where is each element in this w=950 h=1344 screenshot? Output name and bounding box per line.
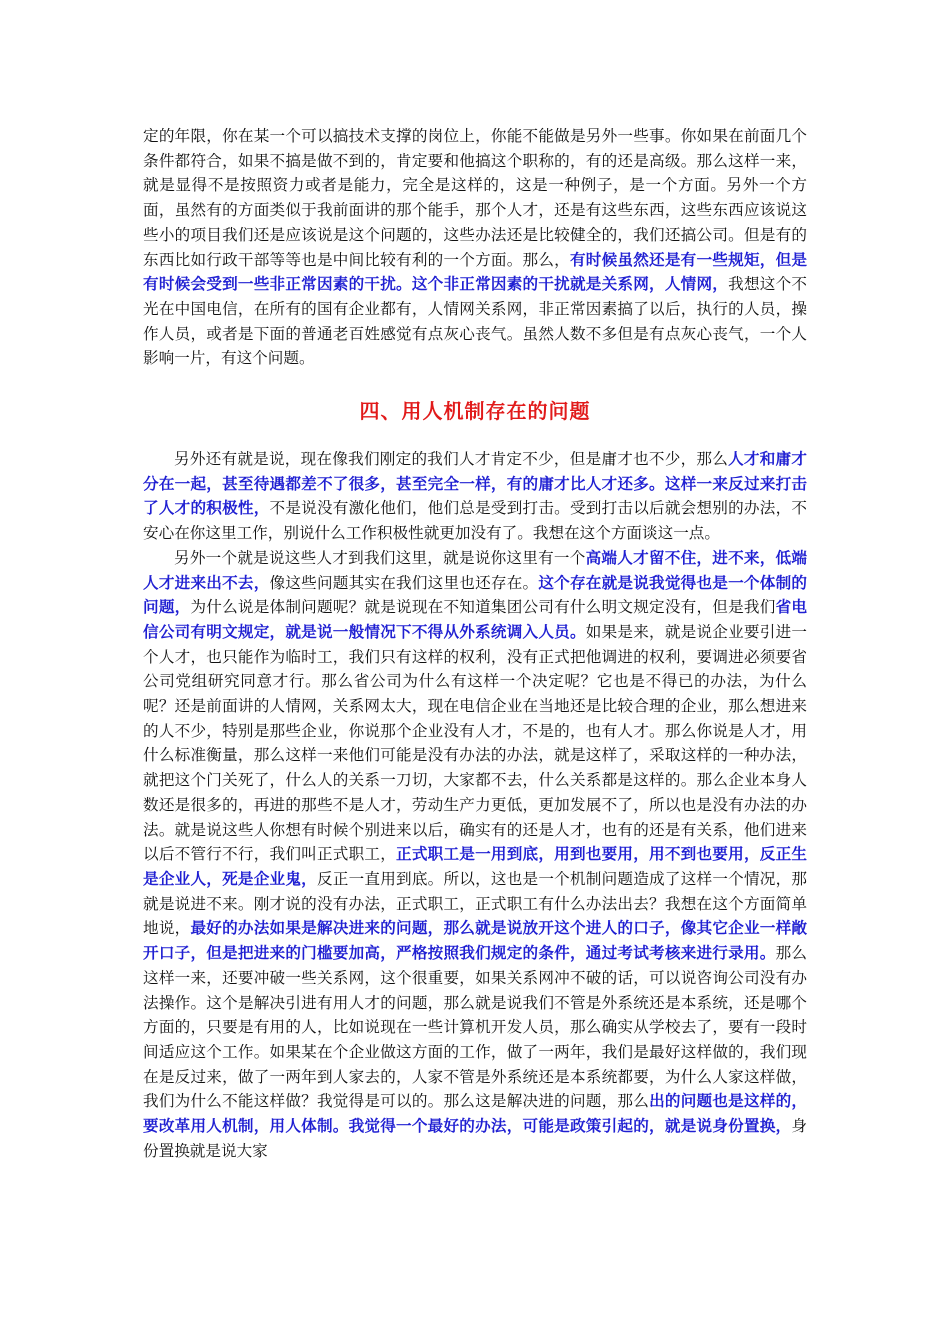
text-run: 另外一个就是说这些人才到我们这里，就是说你这里有一个 bbox=[174, 548, 586, 567]
section-heading: 四、用人机制存在的问题 bbox=[359, 399, 591, 424]
text-run: 为什么说是体制问题呢？就是说现在不知道集团公司有什么明文规定没有，但是我们 bbox=[190, 598, 776, 617]
paragraph-3 bbox=[143, 546, 807, 1164]
text-run: 身份置换就是说大家 bbox=[143, 1117, 807, 1160]
highlighted-text-run: 出的问题也是这样的，要改革用人机制，用人体制。我觉得一个最好的办法，可能是政策引起的，就是说身份置换， bbox=[143, 1091, 807, 1136]
text-run: 另外还有就是说，现在像我们刚定的我们人才肯定不少，但是庸才也不少，那么 bbox=[174, 450, 729, 469]
text-run: 定的年限，你在某一个可以搞技术支撑的岗位上，你能不能做是另外一些事。你如果在前面几个条件都符合，如果不搞是做不到的，肯定要和他搞这个职称的，有的还是高级。那么这样一来，就是显得不是按照资力或者是能力，完全是这样的，这是一种例子，是一个方面。另外一个方面，虽然有的方面类似于我前面讲的那个能手，那个人才，还是有这些东西，这些东西应该说这些小的项目我们还是应该说是这个问题的，这些办法还是比较健全的，我们还搞公司。但是有的东西比如行政干部等等也是中间比较有利的一个方面。那么， bbox=[143, 127, 807, 269]
text-run: 如果是来，就是说企业要引进一个人才，也只能作为临时工，我们只有这样的权利，没有正式把他调进的权利，要调进必须要省公司党组研究同意才行。那么省公司为什么有这样一个决定呢？它也是不得已的办法，为什么呢？还是前面讲的人情网，关系网太大，现在电信企业在当地还是比较合理的企业，那么想进来的人不少，特别是那些企业，你说那个企业没有人才，不是的，也有人才。那么你说是人才，用什么标准衡量，那么这样一来他们可能是没有办法的办法，就是这样了，采取这样的一种办法，就把这个门关死了，什么人的关系一刀切，大家都不去，什么关系都是这样的。那么企业本身人数还是很多的，再进的那些不是人才，劳动生产力更低，更加发展不了，所以也是没有办法的办法。就是说这些人你想有时候个别进来以后，确实有的还是人才，也有的还是有关系，他们进来以后不管行不行，我们叫正式职工， bbox=[143, 622, 807, 864]
highlighted-text-run: 正式职工是一用到底，用到也要用，用不到也要用，反正生是企业人，死是企业鬼， bbox=[143, 844, 807, 888]
text-run: 反正一直用到底。所以，这也是一个机制问题造成了这样一个情况，那就是说进不来。刚才说的没有办法，正式职工，正式职工有什么办法出去？我想在这个方面简单地说， bbox=[143, 869, 807, 938]
text-run: 我想这个不光在中国电信，在所有的国有企业都有，人情网关系网，非正常因素搞了以后，执行的人员，操作人员，或者是下面的普通老百姓感觉有点灰心丧气。虽然人数不多但是有点灰心丧气，一个人影响一片，有这个问题。 bbox=[143, 275, 807, 368]
highlighted-text-run: 高端人才留不住，进不来，低端人才进来出不去， bbox=[143, 547, 807, 592]
text-run: 那么这样一来，还要冲破一些关系网，这个很重要，如果关系网冲不破的话，可以说咨询公司没有办法操作。这个是解决引进有用人才的问题，那么就是说我们不管是外系统还是本系统，还是哪个方面的，只要是有用的人，比如说现在一些计算机开发人员，那么确实从学校去了，要有一段时间适应这个工作。如果某在个企业做这方面的工作，做了一两年，我们是最好这样做的，我们现在是反过来，做了一两年到人家去的，人家不管是外系统还是本系统都要，为什么人家这样做，我们为什么不能这样做？我觉得是可以的。那么这是解决进的问题，那么 bbox=[143, 944, 807, 1111]
highlighted-text-run: 有时候虽然还是有一些规矩，但是有时候会受到一些非正常因素的干扰。这个非正常因素的干扰就是关系网，人情网， bbox=[143, 249, 807, 294]
paragraph-1 bbox=[143, 124, 807, 371]
document-page bbox=[143, 124, 807, 1163]
paragraph-2 bbox=[143, 447, 807, 546]
highlighted-text-run: 最好的办法如果是解决进来的问题，那么就是说放开这个进人的口子，像其它企业一样敞开口子，但是把进来的门槛要加高，严格按照我们规定的条件，通过考试考核来进行录用。 bbox=[143, 918, 807, 963]
highlighted-text-run: 人才和庸才分在一起，甚至待遇都差不了很多，甚至完全一样，有的庸才比人才还多。这样一来反过来打击了人才的积极性， bbox=[143, 449, 807, 518]
text-run: 像这些问题其实在我们这里也还存在。 bbox=[269, 573, 539, 592]
highlighted-text-run: 省电信公司有明文规定，就是说一般情况下不得从外系统调入人员。 bbox=[143, 597, 807, 641]
highlighted-text-run: 这个存在就是说我觉得也是一个体制的问题， bbox=[143, 572, 807, 617]
text-run: 不是说没有激化他们，他们总是受到打击。受到打击以后就会想别的办法，不安心在你这里工作，别说什么工作积极性就更加没有了。我想在这个方面谈这一点。 bbox=[143, 499, 807, 543]
